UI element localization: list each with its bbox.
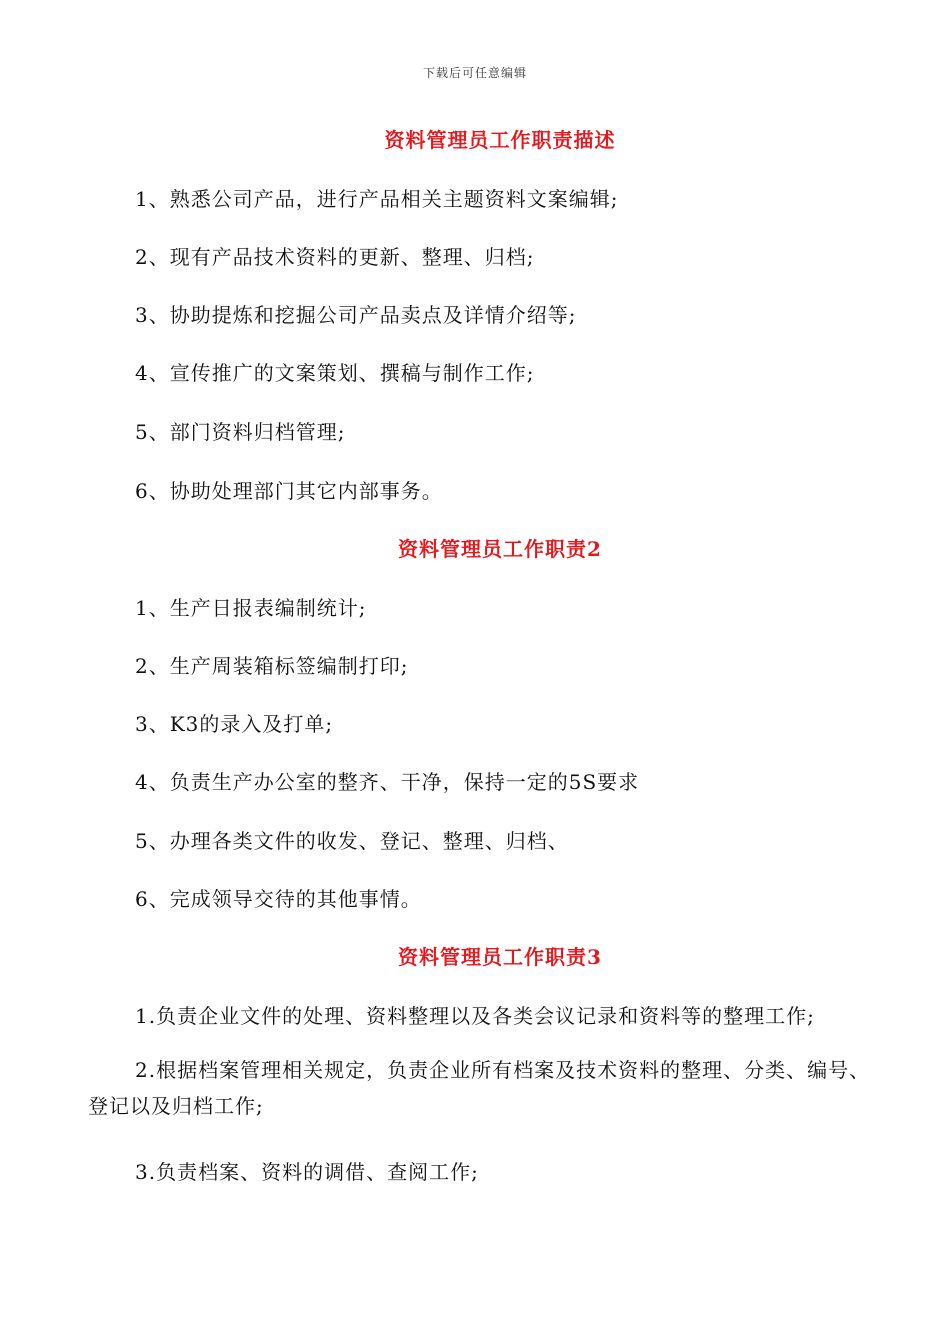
header-note: 下载后可任意编辑 [422,66,527,80]
list-item: 1、熟悉公司产品，进行产品相关主题资料文案编辑; [135,187,619,211]
list-item: 3、协助提炼和挖掘公司产品卖点及详情介绍等; [135,303,577,327]
list-item: 6、协助处理部门其它内部事务。 [135,479,443,503]
list-item: 5、办理各类文件的收发、登记、整理、归档、 [135,829,569,853]
list-item: 2、生产周装箱标签编制打印; [135,654,409,678]
section-title: 资料管理员工作职责3 [398,945,602,969]
section-title: 资料管理员工作职责描述 [384,128,616,152]
list-item: 6、完成领导交待的其他事情。 [135,887,422,911]
section-title: 资料管理员工作职责2 [398,537,602,561]
list-item: 2.根据档案管理相关规定，负责企业所有档案及技术资料的整理、分类、编号、登记以及归档工作; [88,1058,871,1118]
list-item: 2、现有产品技术资料的更新、整理、归档; [135,245,535,269]
list-item: 4、宣传推广的文案策划、撰稿与制作工作; [135,361,535,385]
list-item: 1.负责企业文件的处理、资料整理以及各类会议记录和资料等的整理工作; [135,1004,815,1028]
list-item: 3、K3的录入及打单; [135,712,334,736]
list-item: 1、生产日报表编制统计; [135,596,367,620]
list-item: 5、部门资料归档管理; [135,420,346,444]
list-item: 4、负责生产办公室的整齐、干净，保持一定的5S要求 [135,770,640,794]
list-item: 3.负责档案、资料的调借、查阅工作; [135,1160,479,1184]
